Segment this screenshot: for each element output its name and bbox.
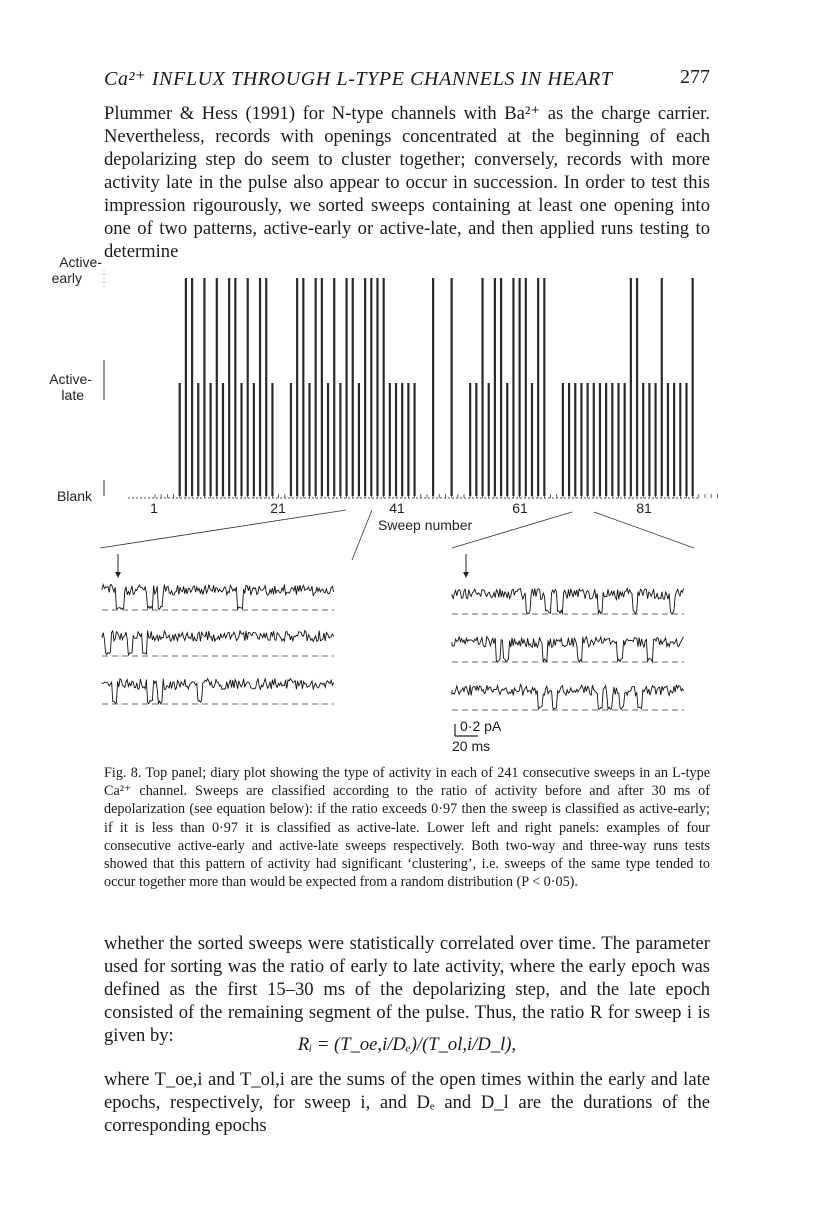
trace-late-3 — [452, 685, 684, 710]
x-axis-label: Sweep number — [378, 517, 473, 533]
y-label-late-line1: Active- — [49, 371, 92, 387]
paragraph-top: Plummer & Hess (1991) for N-type channels with Ba²⁺ as the charge carrier. Nevertheless, records with openings concentrated at the beginning of each depolarizing step do seem to cluster together; conversely, records with more activity late in the pulse also appear to occur in succession. In order to test this impression rigourously, we sorted sweeps containing at least one opening into one of two patterns, active-early or active-late, and then applied runs testing to determine — [104, 103, 710, 262]
equation: Rᵢ = (T_oe,i/Dₑ)/(T_ol,i/D_l), — [297, 1034, 517, 1055]
zoom-line — [100, 510, 346, 548]
arrow-left-head — [115, 572, 121, 578]
running-head: Ca²⁺ INFLUX THROUGH L-TYPE CHANNELS IN HEART — [104, 68, 613, 90]
zoom-line — [594, 512, 694, 548]
scale-current-label: 0·2 pA — [460, 718, 502, 734]
x-tick-41: 41 — [389, 500, 405, 516]
trace-panels — [102, 585, 684, 710]
arrow-right-head — [463, 572, 469, 578]
y-label-blank: Blank — [56, 488, 92, 504]
paragraph-last: where T_oe,i and T_ol,i are the sums of the open times within the early and late epochs, respectively, for sweep i, and Dₑ and D_l are the durations of the corresponding epochs — [104, 1069, 710, 1136]
x-tick-81: 81 — [636, 500, 652, 516]
zoom-line — [352, 510, 372, 560]
figure-caption: Fig. 8. Top panel; diary plot showing the type of activity in each of 241 consecutive sweeps in an L-type Ca²⁺ channel. Sweeps are classified according to the ratio of activity before and after 30 ms of depolarization (see equation below): if the ratio exceeds 0·97 then the sweep is classified as active-early; if it is less than 0·97 it is classified as active-late. Lower left and right panels: examples of four consecutive active-early and active-late sweeps respectively. Both two-way and three-way runs tests showed that this pattern of activity had significant ‘clustering’, i.e. sweeps of the same type tended to occur together more than would be expected from a random distribution (P < 0·05). — [104, 765, 710, 891]
trace-early-3 — [102, 679, 334, 704]
x-tick-61: 61 — [512, 500, 528, 516]
diary-plot — [155, 278, 717, 498]
x-tick-21: 21 — [270, 500, 286, 516]
x-tick-1: 1 — [150, 500, 158, 516]
trace-early-2 — [102, 631, 334, 656]
y-label-early-line1: Active- — [59, 254, 102, 270]
trace-late-1 — [452, 589, 684, 615]
page-number: 277 — [680, 66, 710, 88]
trace-early-1 — [102, 585, 334, 610]
paragraph-bottom: whether the sorted sweeps were statistically correlated over time. The parameter used for sorting was the ratio of early to late activity, where the early epoch was defined as the first 15–30 ms of the depolarizing step, and the late epoch consisted of the remaining segment of the pulse. Thus, the ratio R for sweep i is given by: — [104, 933, 710, 1046]
y-label-late-line2: late — [61, 387, 84, 403]
y-label-early-line2: early — [51, 270, 82, 286]
trace-late-2 — [452, 637, 684, 662]
scale-time-label: 20 ms — [452, 738, 491, 754]
